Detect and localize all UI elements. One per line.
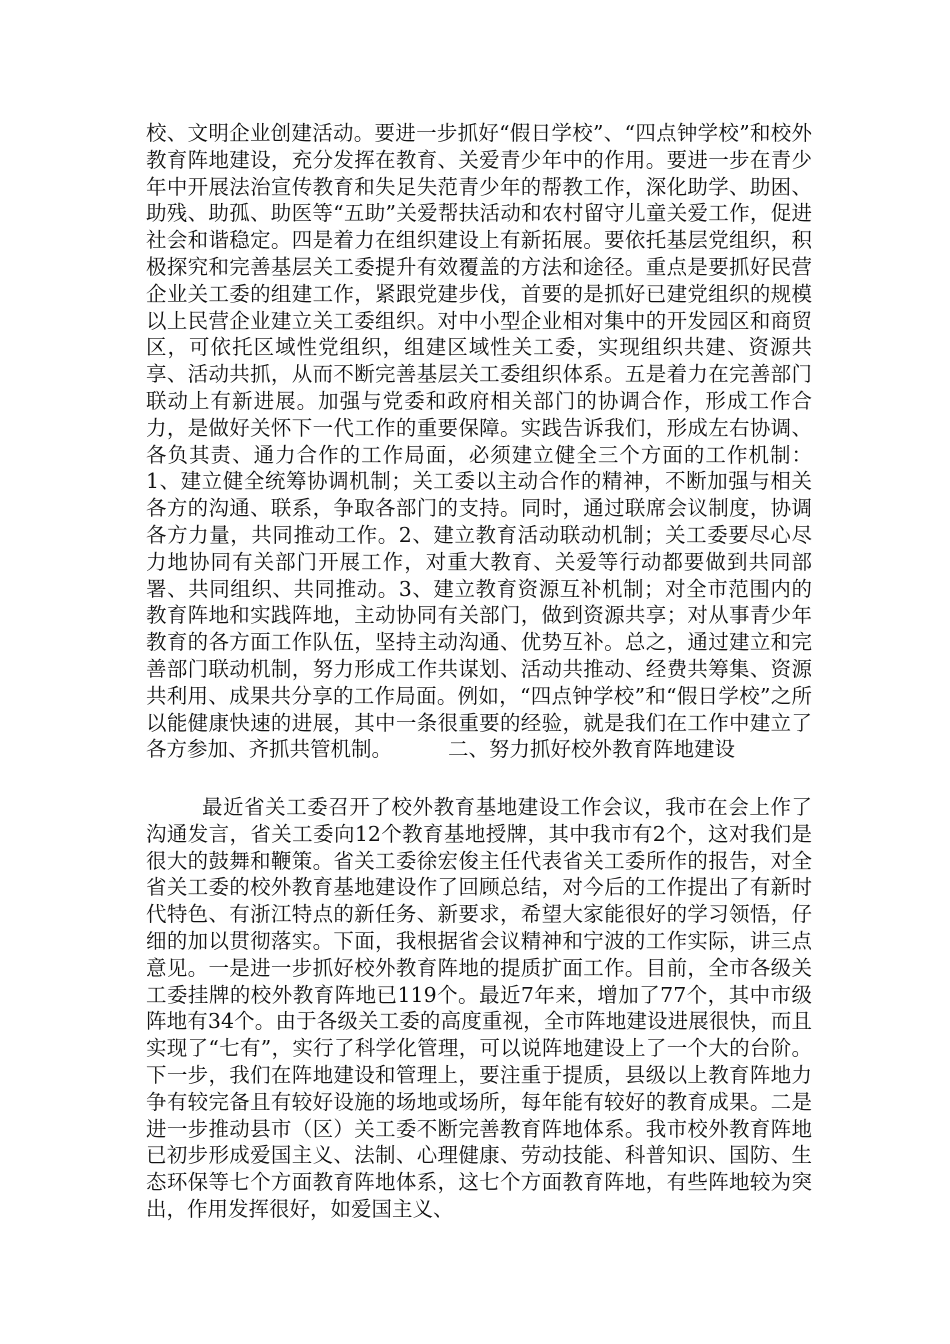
section-heading: 二、努力抓好校外教育阵地建设 bbox=[448, 737, 735, 762]
body-paragraph bbox=[146, 120, 812, 763]
body-paragraph: 最近省关工委召开了校外教育基地建设工作会议，我市在会上作了沟通发言，省关工委向12个教育基地授牌，其中我市有2个，这对我们是很大的鼓舞和鞭策。省关工委徐宏俊主任代表省关工委所作的报告，对全省关工委的校外教育基地建设作了回顾总结，对今后的工作提出了有新时代特色、有浙江特点的新任务、新要求，希望大家能很好的学习领悟，仔细的加以贯彻落实。下面，我根据省会议精神和宁波的工作实际，讲三点意见。一是进一步抓好校外教育阵地的提质扩面工作。目前，全市各级关工委挂牌的校外教育阵地已119个。最近7年来，增加了77个，其中市级阵地有34个。由于各级关工委的高度重视，全市阵地建设进展很快，而且实现了“七有”，实行了科学化管理，可以说阵地建设上了一个大的台阶。下一步，我们在阵地建设和管理上，要注重于提质，县级以上教育阵地力争有较完备且有较好设施的场地或场所，每年能有较好的教育成果。二是进一步推动县市（区）关工委不断完善教育阵地体系。我市校外教育阵地已初步形成爱国主义、法制、心理健康、劳动技能、科普知识、国防、生态环保等七个方面教育阵地体系，这七个方面教育阵地，有些阵地较为突出，作用发挥很好，如爱国主义、 bbox=[146, 795, 812, 1221]
paragraph-text: 校、文明企业创建活动。要进一步抓好“假日学校”、“四点钟学校”和校外教育阵地建设，充分发挥在教育、关爱青少年中的作用。要进一步在青少年中开展法治宣传教育和失足失范青少年的帮教工作，深化助学、助困、助残、助孤、助医等“五助”关爱帮扶活动和农村留守儿童关爱工作，促进社会和谐稳定。四是着力在组织建设上有新拓展。要依托基层党组织，积极探究和完善基层关工委提升有效覆盖的方法和途径。重点是要抓好民营企业关工委的组建工作，紧跟党建步伐，首要的是抓好已建党组织的规模以上民营企业建立关工委组织。对中小型企业相对集中的开发园区和商贸区，可依托区域性党组织，组建区域性关工委，实现组织共建、资源共享、活动共抓，从而不断完善基层关工委组织体系。五是着力在完善部门联动上有新进展。加强与党委和政府相关部门的协调合作，形成工作合力，是做好关怀下一代工作的重要保障。实践告诉我们，形成左右协调、各负其责、通力合作的工作局面，必须建立健全三个方面的工作机制：1、建立健全统筹协调机制；关工委以主动合作的精神，不断加强与相关各方的沟通、联系，争取各部门的支持。同时，通过联席会议制度，协调各方力量，共同推动工作。2、建立教育活动联动机制；关工委要尽心尽力地协同有关部门开展工作，对重大教育、关爱等行动都要做到共同部署、共同组织、共同推动。3、建立教育资源互补机制；对全市范围内的教育阵地和实践阵地，主动协同有关部门，做到资源共享；对从事青少年教育的各方面工作队伍，坚持主动沟通、优势互补。总之，通过建立和完善部门联动机制，努力形成工作共谋划、活动共推动、经费共筹集、资源共利用、成果共分享的工作局面。例如，“四点钟学校”和“假日学校”之所以能健康快速的进展，其中一条很重要的经验，就是我们在工作中建立了各方参加、齐抓共管机制。 bbox=[146, 121, 812, 762]
